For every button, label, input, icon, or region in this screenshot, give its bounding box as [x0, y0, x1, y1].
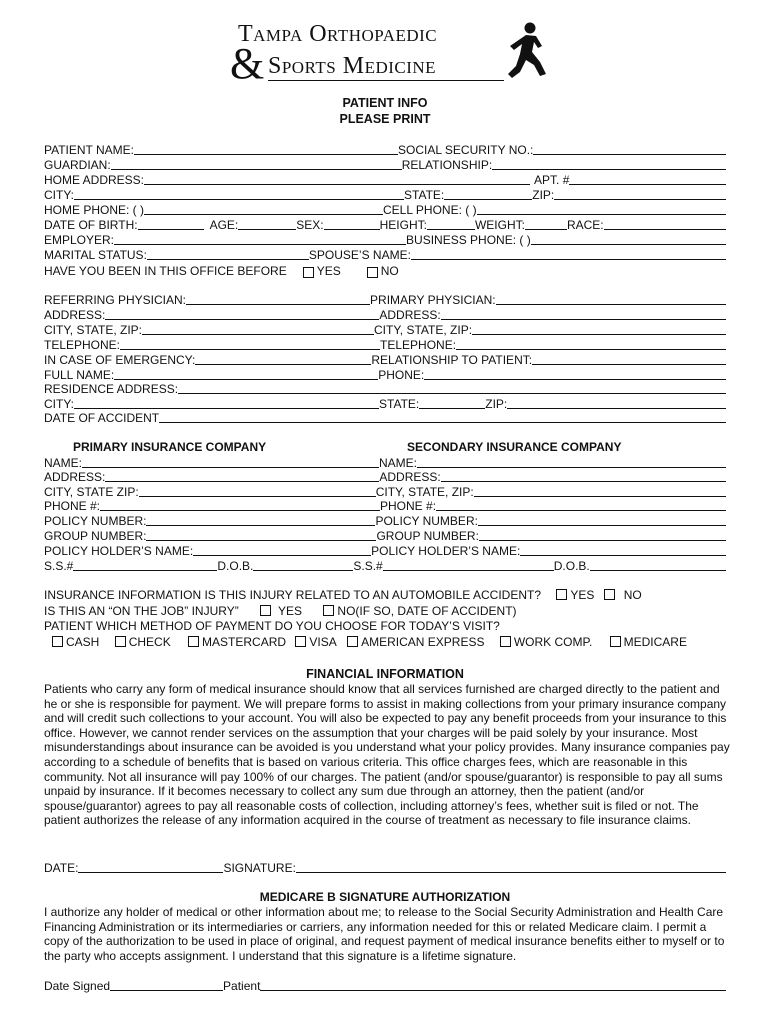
spouse-field[interactable]	[411, 248, 726, 260]
fin-signature-field[interactable]	[296, 861, 726, 873]
employer-row	[44, 232, 726, 247]
sec-ins-address-field[interactable]	[441, 470, 726, 482]
full-name-field[interactable]	[114, 368, 378, 380]
accident-field[interactable]	[159, 411, 726, 423]
age-label: AGE:	[209, 218, 239, 232]
city-label: CITY:	[44, 188, 75, 202]
sex-field[interactable]	[324, 218, 380, 230]
pri-ins-csz-field[interactable]	[139, 485, 376, 497]
relationship-field[interactable]	[492, 158, 726, 170]
ref-zip-field[interactable]	[507, 397, 726, 409]
pri-ins-group-label: GROUP NUMBER:	[44, 529, 147, 543]
fin-date-field[interactable]	[78, 861, 223, 873]
apt-label: APT. #	[534, 173, 570, 187]
auto-no-label: NO	[623, 588, 642, 602]
pri-ins-address-label: ADDRESS:	[44, 470, 106, 484]
ref-telephone-row	[44, 337, 726, 352]
marital-label: MARITAL STATUS:	[44, 248, 147, 262]
ref-telephone-field[interactable]	[120, 338, 380, 350]
mastercard-checkbox[interactable]	[188, 636, 199, 647]
emergency-row	[44, 352, 726, 367]
sec-ins-holder-label: POLICY HOLDER’S NAME:	[371, 544, 521, 558]
referring-label: REFERRING PHYSICIAN:	[44, 293, 187, 307]
residence-field[interactable]	[178, 382, 726, 394]
sec-ins-policy-field[interactable]	[478, 514, 726, 526]
job-yes-checkbox[interactable]	[260, 605, 271, 616]
medicare-heading: MEDICARE B SIGNATURE AUTHORIZATION	[259, 890, 511, 904]
ins-group-row	[44, 528, 726, 543]
pri-address-label: ADDRESS:	[379, 308, 441, 322]
ref-csz-label: CITY, STATE, ZIP:	[44, 323, 143, 337]
employer-field[interactable]	[114, 233, 406, 245]
accident-label: DATE OF ACCIDENT	[44, 411, 160, 425]
referring-row	[44, 292, 726, 307]
ref-zip-label: ZIP:	[485, 397, 508, 411]
patient-name-field[interactable]	[134, 143, 398, 155]
sex-label: SEX:	[296, 218, 324, 232]
state-label: STATE:	[404, 188, 445, 202]
emergency-field[interactable]	[195, 353, 371, 365]
payment-question-row	[44, 619, 500, 634]
auto-accident-question: INSURANCE INFORMATION IS THIS INJURY RELATED TO AN AUTOMOBILE ACCIDENT?	[44, 588, 541, 602]
pri-ins-holder-label: POLICY HOLDER’S NAME:	[44, 544, 194, 558]
visa-checkbox[interactable]	[295, 636, 306, 647]
ref-city-row	[44, 396, 726, 411]
cell-phone-field[interactable]	[477, 203, 726, 215]
page-subtitle: PLEASE PRINT	[339, 112, 431, 126]
zip-label: ZIP:	[532, 188, 555, 202]
accident-row	[44, 410, 726, 425]
pri-ins-group-field[interactable]	[146, 529, 376, 541]
emergency-label: IN CASE OF EMERGENCY:	[44, 353, 196, 367]
fin-date-label: DATE:	[44, 861, 79, 875]
ref-telephone-label: TELEPHONE:	[44, 338, 121, 352]
sec-ins-dob-label: D.O.B.	[553, 559, 590, 573]
ins-csz-row	[44, 484, 726, 499]
logo-line2: Sports Medicine	[268, 53, 437, 79]
auto-yes-checkbox[interactable]	[556, 589, 567, 600]
race-label: RACE:	[566, 218, 604, 232]
pri-csz-field[interactable]	[472, 323, 726, 335]
guardian-row	[44, 157, 726, 172]
business-phone-label: BUSINESS PHONE: ( )	[406, 233, 531, 247]
work-comp-checkbox[interactable]	[500, 636, 511, 647]
guardian-field[interactable]	[111, 158, 402, 170]
state-field[interactable]	[444, 188, 532, 200]
relationship-label: RELATIONSHIP:	[401, 158, 493, 172]
job-no-checkbox[interactable]	[323, 605, 334, 616]
home-address-row	[44, 172, 726, 187]
pri-ins-holder-field[interactable]	[193, 544, 371, 556]
ins-policy-row	[44, 513, 726, 528]
ssn-field[interactable]	[533, 143, 726, 155]
secondary-insurance-heading: SECONDARY INSURANCE COMPANY	[407, 440, 622, 454]
sec-ins-csz-label: CITY, STATE, ZIP:	[375, 485, 474, 499]
ref-phone-field[interactable]	[424, 368, 726, 380]
visa-label: VISA	[309, 635, 337, 649]
sec-ins-phone-field[interactable]	[436, 499, 726, 511]
spouse-label: SPOUSE’S NAME:	[308, 248, 411, 262]
ins-ss-row	[44, 558, 726, 573]
mastercard-label: MASTERCARD	[202, 635, 287, 649]
dob-label: DATE OF BIRTH:	[44, 218, 138, 232]
primary-insurance-heading: PRIMARY INSURANCE COMPANY	[73, 440, 267, 454]
pri-csz-label: CITY, STATE, ZIP:	[374, 323, 473, 337]
patient-name-row	[44, 142, 726, 157]
pri-telephone-label: TELEPHONE:	[380, 338, 457, 352]
ins-name-row	[44, 455, 726, 470]
pri-ins-ss-label: S.S.#	[44, 559, 74, 573]
logo	[230, 18, 550, 88]
page-title: PATIENT INFO	[342, 96, 428, 110]
sec-ins-name-label: NAME:	[379, 456, 418, 470]
city-field[interactable]	[74, 188, 404, 200]
pri-ins-address-field[interactable]	[105, 470, 379, 482]
auto-yes-label: YES	[570, 588, 595, 602]
logo-line1: Tampa Orthopaedic	[238, 21, 438, 47]
office-before-yes-label: YES	[316, 264, 341, 278]
relationship-patient-field[interactable]	[532, 353, 726, 365]
pri-ins-policy-field[interactable]	[146, 514, 375, 526]
residence-row	[44, 381, 726, 396]
sec-ins-holder-field[interactable]	[520, 544, 726, 556]
sec-ins-policy-label: POLICY NUMBER:	[375, 514, 478, 528]
height-field[interactable]	[427, 218, 475, 230]
medicare-label: MEDICARE	[623, 635, 687, 649]
ref-city-label: CITY:	[44, 397, 75, 411]
weight-field[interactable]	[525, 218, 567, 230]
job-injury-row	[44, 604, 517, 619]
office-before-row	[44, 263, 726, 278]
medicare-checkbox[interactable]	[610, 636, 621, 647]
payment-methods-row	[52, 635, 687, 650]
sec-ins-group-field[interactable]	[479, 529, 726, 541]
ref-address-row	[44, 307, 726, 322]
amex-label: AMERICAN EXPRESS	[361, 635, 485, 649]
sec-ins-dob-field[interactable]	[590, 559, 726, 571]
primary-physician-field[interactable]	[496, 293, 726, 305]
office-before-label: HAVE YOU BEEN IN THIS OFFICE BEFORE	[44, 264, 287, 278]
ssn-label: SOCIAL SECURITY NO.:	[398, 143, 534, 157]
job-no-label: NO(IF SO, DATE OF ACCIDENT)	[337, 604, 517, 618]
runner-icon	[506, 20, 548, 86]
ref-phone-label: PHONE:	[378, 368, 425, 382]
ins-address-row	[44, 469, 726, 484]
pri-ins-name-label: NAME:	[44, 456, 83, 470]
home-address-label: HOME ADDRESS:	[44, 173, 145, 187]
financial-heading: FINANCIAL INFORMATION	[306, 667, 464, 681]
ref-city-field[interactable]	[74, 397, 379, 409]
sec-ins-name-field[interactable]	[417, 456, 726, 468]
home-address-field[interactable]	[144, 173, 530, 185]
patient-name-label: PATIENT NAME:	[44, 143, 135, 157]
ins-holder-row	[44, 543, 726, 558]
pri-ins-dob-label: D.O.B.	[217, 559, 254, 573]
office-before-no-label: NO	[380, 264, 399, 278]
office-before-yes-checkbox[interactable]	[303, 267, 314, 278]
city-row	[44, 187, 726, 202]
pri-ins-csz-label: CITY, STATE ZIP:	[44, 485, 139, 499]
date-signature-row	[44, 860, 726, 875]
job-yes-label: YES	[278, 604, 303, 618]
medicare-text: I authorize any holder of medical or other information about me; to release to the Social Security Administration and Health Care Financing Administration or its intermediaries or carriers, any information needed for this or related Medicare claim. I permit a copy of the authorization to be used in place of original, and request payment of medical insurance benefits either to myself or to the party who accepts assignment. I understand that this signature is a lifetime signature.	[44, 905, 725, 963]
sec-ins-ss-field[interactable]	[383, 559, 554, 571]
pri-ins-dob-field[interactable]	[253, 559, 353, 571]
ref-csz-row	[44, 322, 726, 337]
sec-ins-csz-field[interactable]	[474, 485, 726, 497]
weight-label: WEIGHT:	[474, 218, 525, 232]
pri-ins-phone-label: PHONE #:	[44, 499, 101, 513]
pri-telephone-field[interactable]	[456, 338, 726, 350]
pri-ins-name-field[interactable]	[82, 456, 379, 468]
home-phone-field[interactable]	[144, 203, 383, 215]
ref-address-label: ADDRESS:	[44, 308, 106, 322]
date-signed-field[interactable]	[110, 979, 223, 991]
sec-ins-group-label: GROUP NUMBER:	[376, 529, 479, 543]
relationship-patient-label: RELATIONSHIP TO PATIENT:	[371, 353, 533, 367]
auto-no-checkbox[interactable]	[604, 589, 615, 600]
ref-state-label: STATE:	[379, 397, 420, 411]
height-label: HEIGHT:	[379, 218, 427, 232]
age-field[interactable]	[238, 218, 296, 230]
full-name-row	[44, 367, 726, 382]
employer-label: EMPLOYER:	[44, 233, 115, 247]
patient-signature-field[interactable]	[260, 979, 726, 991]
check-checkbox[interactable]	[115, 636, 126, 647]
referring-field[interactable]	[186, 293, 370, 305]
sec-ins-address-label: ADDRESS:	[379, 470, 441, 484]
marital-field[interactable]	[147, 248, 309, 260]
cash-label: CASH	[66, 635, 100, 649]
date-signed-row	[44, 978, 726, 993]
marital-row	[44, 247, 726, 262]
dob-field[interactable]	[138, 218, 204, 230]
ref-address-field[interactable]	[105, 308, 379, 320]
race-field[interactable]	[604, 218, 726, 230]
logo-underline	[268, 80, 504, 81]
patient-signature-label: Patient	[223, 979, 261, 993]
logo-ampersand: &	[230, 39, 265, 88]
apt-field[interactable]	[569, 173, 726, 185]
residence-label: RESIDENCE ADDRESS:	[44, 382, 179, 396]
zip-field[interactable]	[554, 188, 726, 200]
pri-ins-phone-field[interactable]	[100, 499, 380, 511]
business-phone-field[interactable]	[531, 233, 726, 245]
payment-question: PATIENT WHICH METHOD OF PAYMENT DO YOU CHOOSE FOR TODAY’S VISIT?	[44, 619, 500, 633]
office-before-no-checkbox[interactable]	[367, 267, 378, 278]
pri-ins-ss-field[interactable]	[73, 559, 217, 571]
full-name-label: FULL NAME:	[44, 368, 115, 382]
ref-csz-field[interactable]	[142, 323, 374, 335]
ref-state-field[interactable]	[419, 397, 485, 409]
cash-checkbox[interactable]	[52, 636, 63, 647]
home-phone-label: HOME PHONE: ( )	[44, 203, 145, 217]
auto-accident-row	[44, 588, 642, 603]
cell-phone-label: CELL PHONE: ( )	[383, 203, 477, 217]
pri-ins-policy-label: POLICY NUMBER:	[44, 514, 147, 528]
fin-signature-label: SIGNATURE:	[223, 861, 296, 875]
amex-checkbox[interactable]	[347, 636, 358, 647]
ins-phone-row	[44, 498, 726, 513]
pri-address-field[interactable]	[441, 308, 726, 320]
sec-ins-ss-label: S.S.#	[353, 559, 383, 573]
job-injury-question: IS THIS AN “ON THE JOB” INJURY”	[44, 604, 239, 618]
guardian-label: GUARDIAN:	[44, 158, 111, 172]
primary-physician-label: PRIMARY PHYSICIAN:	[370, 293, 496, 307]
work-comp-label: WORK COMP.	[513, 635, 593, 649]
date-signed-label: Date Signed	[44, 979, 111, 993]
dob-row	[44, 217, 726, 232]
home-phone-row	[44, 202, 726, 217]
financial-text: Patients who carry any form of medical insurance should know that all services furnished are charged directly to the patient and he or she is responsible for payment. We will prepare forms to assist in making collections from your primary insurance company and will credit such collections to your account. You will also be expected to pay any benefit proceeds from your insurance to this office. However, we cannot render services on the assumption that your charges will be paid solely by your insurance. Most misunderstandings about insurance can be avoided is you understand what your policy provides. Many insurance companies pay according to a schedule of benefits that is based on various criteria. This office charges fees, which are reasonable in this community. Not all insurance will pay 100% of our charges. The patient (and/or spouse/guarantor) is responsible to pay all sums unpaid by insurance. If it becomes necessary to collect any sum due through an attorney, then the patient (and/or spouse/guarantor) agrees to pay all reasonable costs of collection, including attorney’s fees, whether suit is filed or not. The patient authorizes the release of any information acquired in the course of treatment as necessary to file insurance claims.	[44, 682, 730, 828]
sec-ins-phone-label: PHONE #:	[380, 499, 437, 513]
check-label: CHECK	[128, 635, 171, 649]
